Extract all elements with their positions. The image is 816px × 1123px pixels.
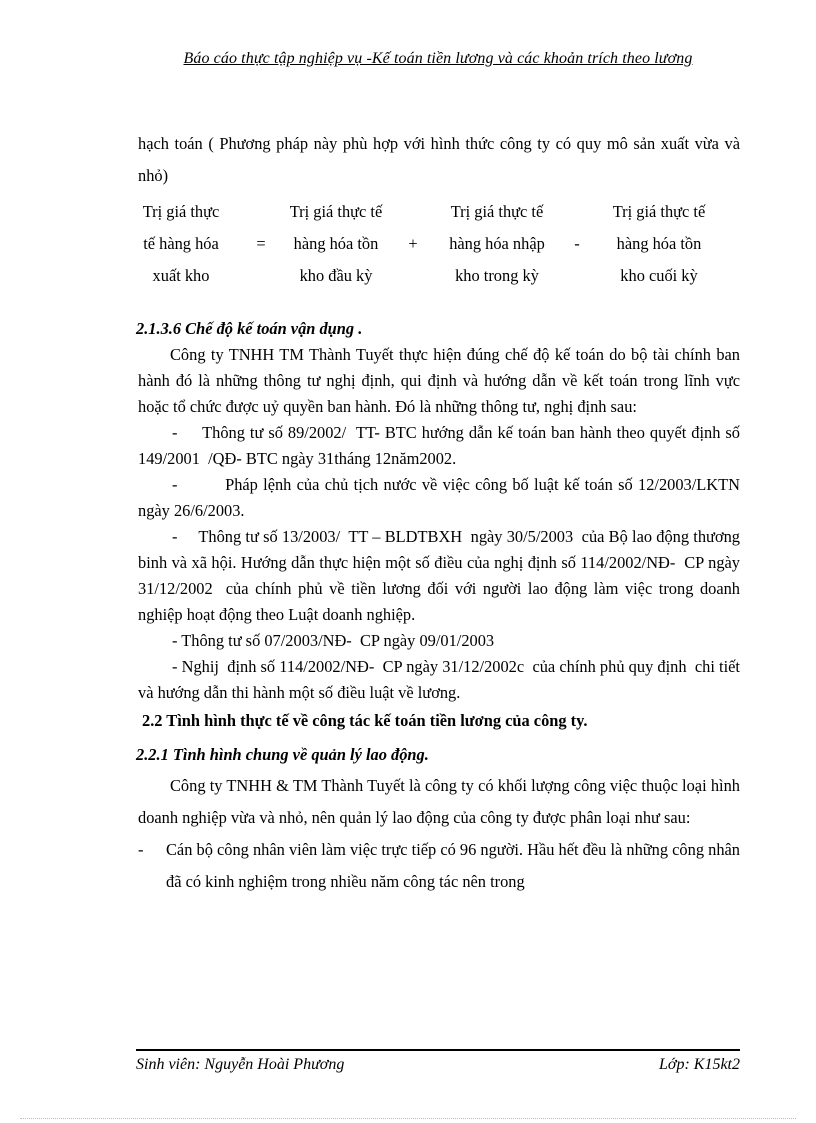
section-221-paragraph: Công ty TNHH & TM Thành Tuyết là công ty có khối lượng công việc thuộc loại hình doanh nghiệp vừa và nhỏ, nên quản lý lao động của công ty được phân loại như sau: <box>138 776 740 827</box>
formula-equals: = <box>256 234 266 253</box>
intro-paragraph: hạch toán ( Phương pháp này phù hợp với hình thức công ty có quy mô sản xuất vừa và nhỏ) <box>138 134 740 185</box>
section-heading-221: 2.2.1 Tình hình chung về quản lý lao động. <box>136 745 429 764</box>
page-body <box>136 128 745 898</box>
formula-term-exported: Trị giá thực tế hàng hóa xuất kho <box>142 202 220 285</box>
section-heading-2136: 2.1.3.6 Chế độ kế toán vận dụng . <box>136 319 363 338</box>
page-header: Báo cáo thực tập nghiệp vụ -Kế toán tiền lương và các khoản trích theo lương <box>183 50 693 67</box>
section-2136-paragraph: Công ty TNHH TM Thành Tuyết thực hiện đúng chế độ kế toán do bộ tài chính ban hành đó là những thông tư nghị định, qui định và hướng dẫn về kết toán trong lĩnh vực hoặc tổ chức được uỷ quyền ban hành. Đó là những thông tư, nghị định sau: <box>138 345 740 416</box>
footer-divider <box>136 1049 740 1051</box>
page-footer <box>136 1056 740 1074</box>
bullet-text: Cán bộ công nhân viên làm việc trực tiếp có 96 người. Hầu hết đều là những công nhân đã có kinh nghiệm trong nhiều năm công tác nên trong <box>166 840 740 891</box>
formula-plus: + <box>408 234 418 253</box>
section-heading-22: 2.2 Tình hình thực tế về công tác kế toán tiền lương của công ty. <box>142 711 588 730</box>
cost-formula <box>138 196 740 292</box>
regulation-item: - Thông tư số 89/2002/ TT- BTC hướng dẫn kế toán ban hành theo quyết định số 149/2001 /QĐ- BTC ngày 31tháng 12năm2002. <box>138 423 745 468</box>
footer-class: Lớp: K15kt2 <box>659 1056 740 1073</box>
regulation-item: - Thông tư số 07/2003/NĐ- CP ngày 09/01/2003 <box>172 631 495 650</box>
page-edge-divider <box>20 1118 796 1119</box>
regulation-item: - Thông tư số 13/2003/ TT – BLDTBXH ngày 30/5/2003 của Bộ lao động thương binh và xã hội. Hướng dẫn thực hiện một số điều của nghị định số 114/2002/NĐ- CP ngày 31/12/2002 của chính phủ về tiền lương đối với người lao động làm việc trong doanh nghiệp hoạt động theo Luật doanh nghiệp. <box>138 527 745 624</box>
regulation-item: - Nghij định số 114/2002/NĐ- CP ngày 31/12/2002c của chính phủ quy định chi tiết và hướng dẫn thi hành một số điều luật về lương. <box>138 657 745 702</box>
formula-term-imported: Trị giá thực tế hàng hóa nhập kho trong kỳ <box>449 202 545 285</box>
formula-term-closing: Trị giá thực tế hàng hóa tồn kho cuối kỳ <box>612 202 706 285</box>
formula-term-opening: Trị giá thực tế hàng hóa tồn kho đầu kỳ <box>289 202 383 285</box>
regulation-item: - Pháp lệnh của chủ tịch nước về việc công bố luật kế toán số 12/2003/LKTN ngày 26/6/2003. <box>138 475 745 520</box>
staff-bullet <box>138 834 740 898</box>
bullet-dash: - <box>138 840 144 859</box>
footer-student: Sinh viên: Nguyễn Hoài Phương <box>136 1056 345 1073</box>
formula-minus: - <box>574 234 580 253</box>
